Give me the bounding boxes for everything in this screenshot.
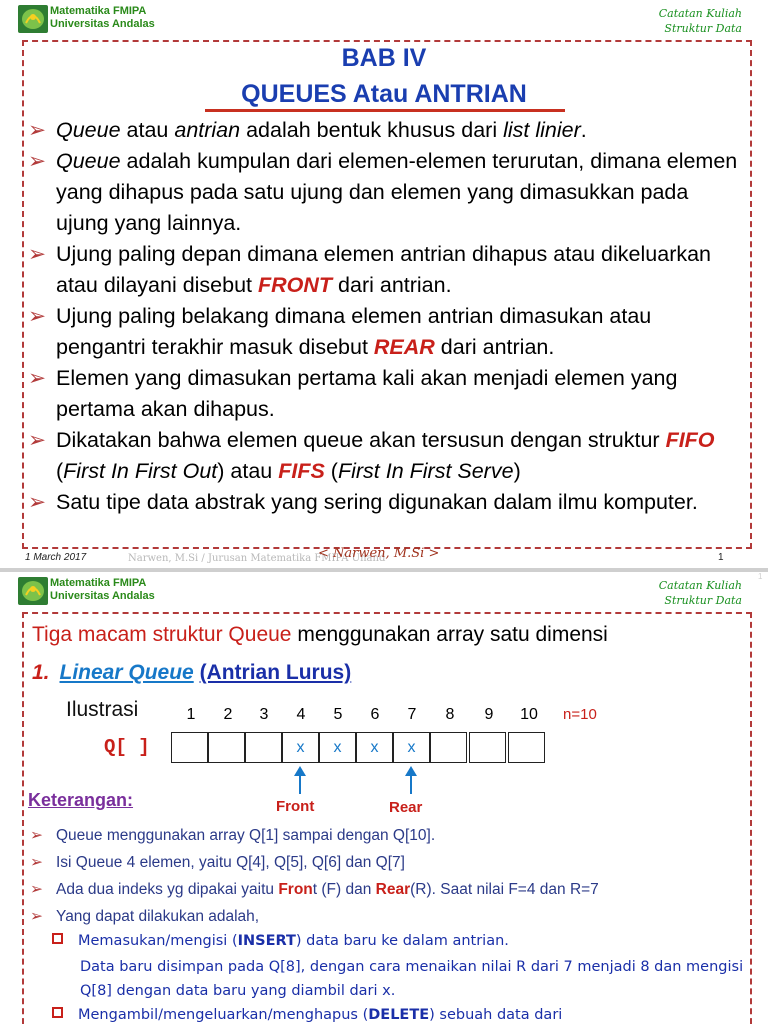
array-size-label: n=10 — [563, 706, 597, 723]
bullet-item: ➢ Ujung paling depan dimana elemen antrian dihapus atau dikeluarkan atau dilayani disebut FRONT dari antrian. — [28, 239, 744, 301]
institution-label: Matematika FMIPA Universitas Andalas — [50, 5, 155, 30]
bullet-item: ➢ Satu tipe data abstrak yang sering digunakan dalam ilmu komputer. — [28, 487, 744, 518]
rear-label: Rear — [389, 799, 423, 816]
bullet-item: ➢ Dikatakan bahwa elemen queue akan tersusun dengan struktur FIFO (First In First Out) atau FIFS (First In First Serve) — [28, 425, 744, 487]
checkbox-bullet-icon — [52, 933, 63, 944]
bullet-item: ➢ Queue adalah kumpulan dari elemen-elemen terurutan, dimana elemen yang dihapus pada satu ujung dan elemen yang dimasukkan pada ujung yang lainnya. — [28, 146, 744, 239]
queue-cell: x — [356, 732, 393, 763]
chapter-title: BAB IV — [341, 44, 427, 72]
definition-list — [28, 115, 744, 518]
array-index: 1 — [186, 706, 196, 723]
array-index: 2 — [223, 706, 233, 723]
list-item: ➢ Ada dua indeks yg dipakai yaitu Front (F) dan Rear(R). Saat nilai F=4 dan R=7 — [28, 876, 748, 903]
bullet-arrow-icon: ➢ — [28, 149, 47, 173]
list-item: ➢ Isi Queue 4 elemen, yaitu Q[4], Q[5], Q[6] dan Q[7] — [28, 849, 748, 876]
checkbox-bullet-icon — [52, 1007, 63, 1018]
section-heading: Tiga macam struktur Queue menggunakan array satu dimensi — [32, 623, 608, 646]
sub-item-delete: Mengambil/mengeluarkan/menghapus (DELETE) sebuah data dari — [52, 1003, 752, 1024]
sub-item-insert: Memasukan/mengisi (INSERT) data baru ke dalam antrian. — [52, 929, 752, 953]
front-label: Front — [276, 798, 315, 815]
queue-cell: x — [282, 732, 319, 763]
array-index: 6 — [370, 706, 380, 723]
array-index: 8 — [445, 706, 455, 723]
bullet-arrow-icon: ➢ — [28, 304, 47, 328]
bullet-arrow-icon: ➢ — [30, 881, 43, 898]
bullet-arrow-icon: ➢ — [28, 118, 47, 142]
queue-cell: x — [393, 732, 430, 763]
university-logo-icon — [18, 5, 48, 33]
bullet-arrow-icon: ➢ — [28, 490, 47, 514]
footer-author: < Narwen, M.Si > — [318, 546, 440, 561]
page-marker: 1 — [758, 572, 763, 581]
bullet-arrow-icon: ➢ — [30, 908, 43, 925]
array-index: 9 — [484, 706, 494, 723]
list-item: ➢ Queue menggunakan array Q[1] sampai dengan Q[10]. — [28, 822, 748, 849]
array-index: 3 — [259, 706, 269, 723]
bullet-arrow-icon: ➢ — [28, 428, 47, 452]
linear-queue-heading: 1. Linear Queue (Antrian Lurus) — [32, 661, 352, 684]
array-index: 5 — [333, 706, 343, 723]
course-note-label: Catatan Kuliah Struktur Data — [658, 7, 742, 35]
keterangan-heading: Keterangan: — [28, 790, 134, 810]
chapter-subtitle: QUEUES Atau ANTRIAN — [241, 80, 527, 108]
queue-cell: x — [319, 732, 356, 763]
array-index: 4 — [296, 706, 306, 723]
array-index: 10 — [520, 706, 538, 723]
footer-date: 1 March 2017 — [25, 552, 87, 563]
bullet-arrow-icon: ➢ — [28, 366, 47, 390]
list-item: ➢ Yang dapat dilakukan adalah, — [28, 903, 748, 930]
ilustrasi-label: Ilustrasi — [66, 698, 139, 721]
bullet-item: ➢ Ujung paling belakang dimana elemen antrian dimasukan atau pengantri terakhir masuk disebut REAR dari antrian. — [28, 301, 744, 363]
keterangan-list — [28, 822, 748, 930]
slide-2 — [0, 572, 768, 1024]
queue-array-label: Q[ ] — [104, 736, 150, 758]
footer-watermark: Narwen, M.Si / Jurusan Matematika FMIPA Unand — [128, 553, 386, 564]
institution-label: Matematika FMIPA Universitas Andalas — [50, 577, 155, 602]
rear-arrow-icon — [405, 766, 417, 794]
array-index: 7 — [407, 706, 417, 723]
bullet-arrow-icon: ➢ — [28, 242, 47, 266]
course-note-label: Catatan Kuliah Struktur Data — [658, 579, 742, 607]
insert-description: Data baru disimpan pada Q[8], dengan cara menaikan nilai R dari 7 menjadi 8 dan mengisi Q[8] dengan data baru yang diambil dari x. — [80, 959, 744, 999]
bullet-arrow-icon: ➢ — [30, 854, 43, 871]
bullet-item: ➢ Elemen yang dimasukan pertama kali akan menjadi elemen yang pertama akan dihapus. — [28, 363, 744, 425]
bullet-item: ➢ Queue atau antrian adalah bentuk khusus dari list linier. — [28, 115, 744, 146]
front-arrow-icon — [294, 766, 306, 794]
bullet-arrow-icon: ➢ — [30, 827, 43, 844]
footer-page-number: 1 — [718, 552, 724, 563]
title-underline — [205, 109, 565, 112]
